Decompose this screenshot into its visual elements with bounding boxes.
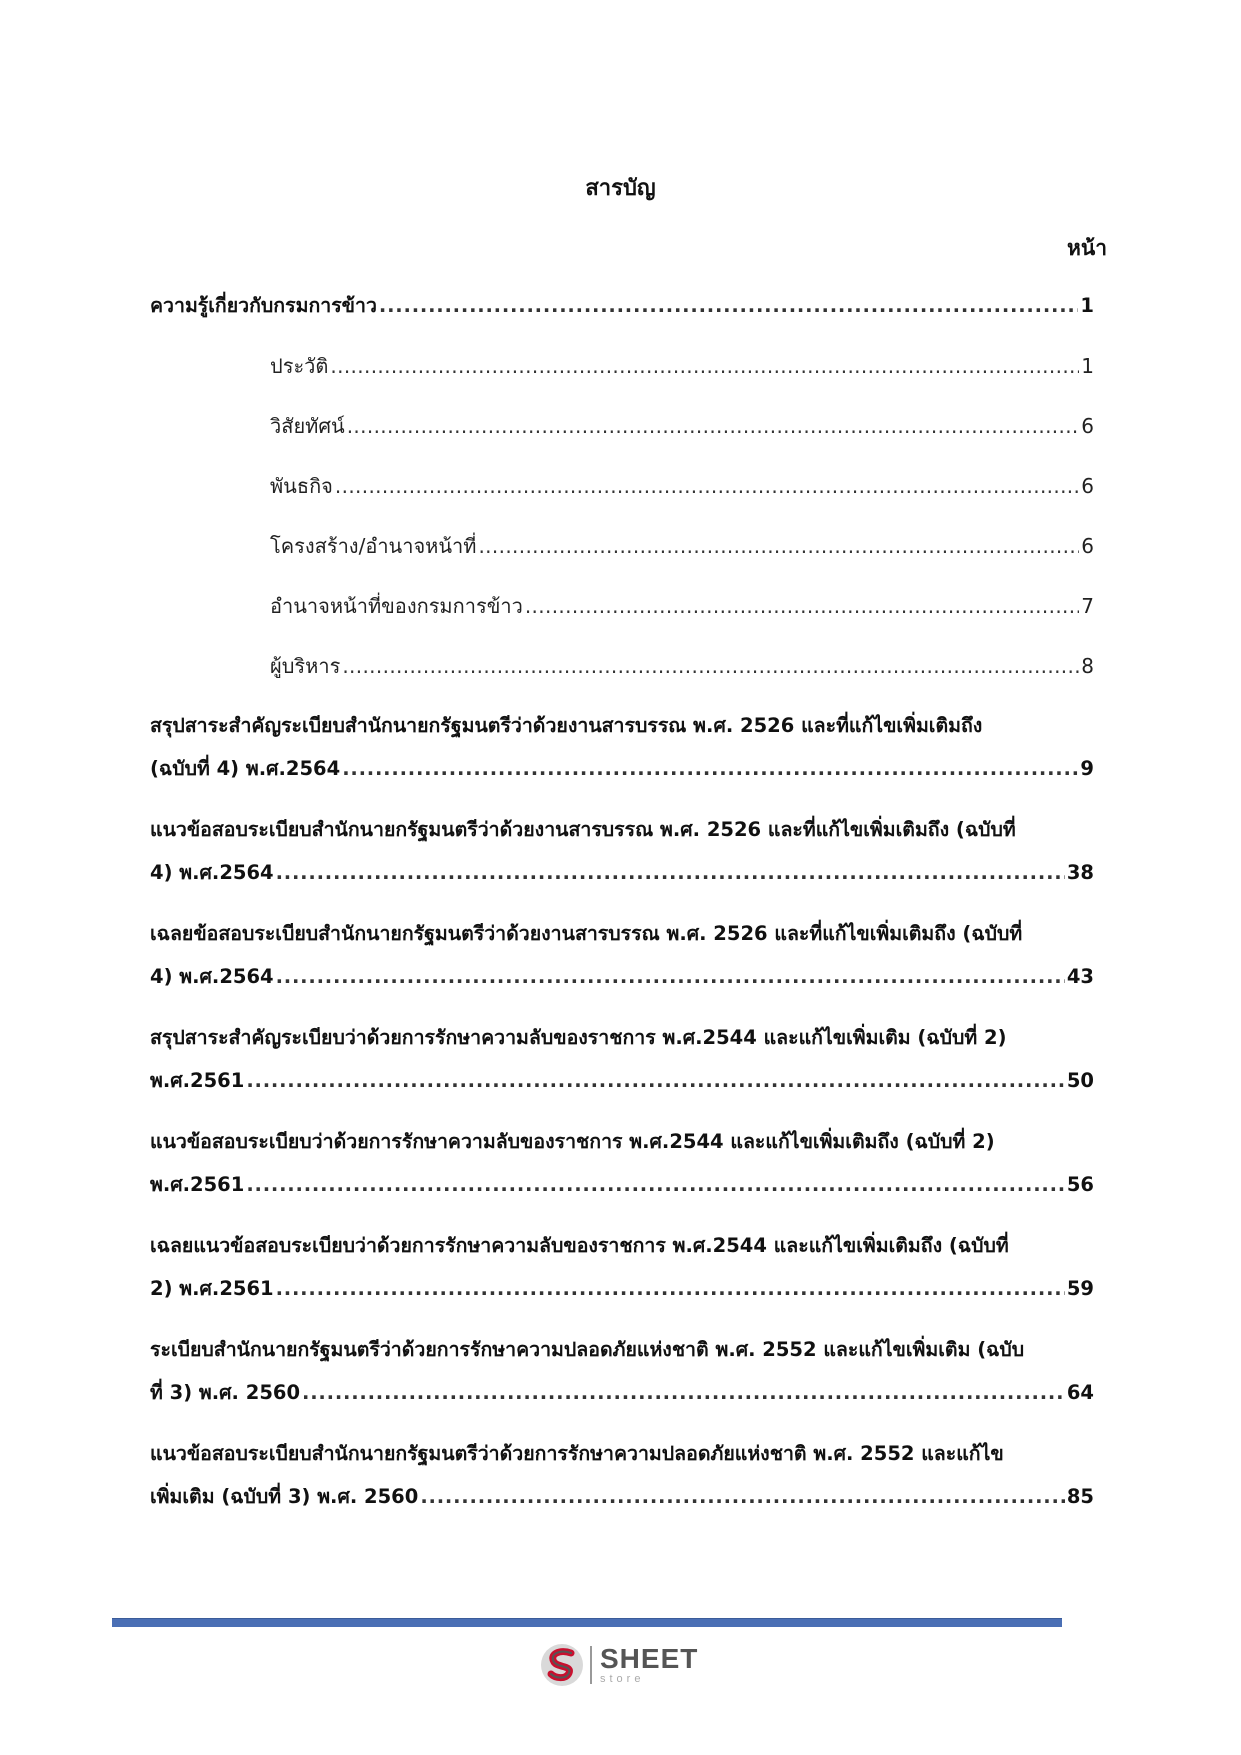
toc-entry-text-line1: เฉลยแนวข้อสอบระเบียบว่าด้วยการรักษาความลับของราชการ พ.ศ.2544 และแก้ไขเพิ่มเติมถึง (ฉบับที่ xyxy=(150,1234,1009,1257)
dot-leader xyxy=(478,534,1079,558)
toc-entry-text-line2: ที่ 3) พ.ศ. 2560 xyxy=(150,1381,301,1404)
toc-entry-text: ผู้บริหาร xyxy=(270,654,341,678)
toc-entry-text: วิสัยทัศน์ xyxy=(270,414,345,438)
toc-entry-text: โครงสร้าง/อำนาจหน้าที่ xyxy=(270,534,477,558)
dot-leader xyxy=(276,861,1065,884)
toc-page-number: 1 xyxy=(1081,354,1094,378)
toc-entry-text-line1: สรุปสาระสำคัญระเบียบว่าด้วยการรักษาความลับของราชการ พ.ศ.2544 และแก้ไขเพิ่มเติม (ฉบับที่ 2) xyxy=(150,1026,1007,1049)
footer-rule xyxy=(112,1618,1062,1627)
toc-page-number: 38 xyxy=(1066,861,1094,884)
toc-sub-entry[interactable] xyxy=(150,470,1094,530)
dot-leader xyxy=(302,1381,1065,1404)
dot-leader xyxy=(330,354,1079,378)
toc-main-entry[interactable] xyxy=(150,290,1094,350)
toc-entry-text: พันธกิจ xyxy=(270,474,333,498)
dot-leader xyxy=(342,757,1078,780)
toc-entry-text-line2: พ.ศ.2561 xyxy=(150,1173,245,1196)
toc-page-number: 6 xyxy=(1081,414,1094,438)
toc-entry-text-line1: แนวข้อสอบระเบียบสำนักนายกรัฐมนตรีว่าด้วยการรักษาความปลอดภัยแห่งชาติ พ.ศ. 2552 และแก้ไข xyxy=(150,1442,1004,1465)
dot-leader xyxy=(276,1277,1065,1300)
toc-entry-text-line2: 2) พ.ศ.2561 xyxy=(150,1277,274,1300)
toc-sub-entry[interactable] xyxy=(150,530,1094,590)
dot-leader xyxy=(347,414,1080,438)
toc-page-number: 8 xyxy=(1081,654,1094,678)
toc-entry-text: ความรู้เกี่ยวกับกรมการข้าว xyxy=(150,294,377,317)
toc-page-number: 43 xyxy=(1066,965,1094,988)
toc-entry-text-line1: เฉลยข้อสอบระเบียบสำนักนายกรัฐมนตรีว่าด้วยงานสารบรรณ พ.ศ. 2526 และที่แก้ไขเพิ่มเติมถึง (ฉบับที่ xyxy=(150,922,1023,945)
toc-page-number: 9 xyxy=(1080,757,1094,780)
toc-page-number: 6 xyxy=(1081,474,1094,498)
toc-entry-text-line2: เพิ่มเติม (ฉบับที่ 3) พ.ศ. 2560 xyxy=(150,1485,419,1508)
toc-page-number: 50 xyxy=(1066,1069,1094,1092)
dot-leader xyxy=(379,294,1079,317)
toc-entry-text-line1: แนวข้อสอบระเบียบสำนักนายกรัฐมนตรีว่าด้วยงานสารบรรณ พ.ศ. 2526 และที่แก้ไขเพิ่มเติมถึง (ฉบับที่ xyxy=(150,818,1016,841)
toc-sub-entry[interactable] xyxy=(150,350,1094,410)
toc-section-entry[interactable] xyxy=(150,1438,1094,1542)
dot-leader xyxy=(342,654,1079,678)
toc-entry-text-line2: พ.ศ.2561 xyxy=(150,1069,245,1092)
toc-section-entry[interactable] xyxy=(150,1334,1094,1438)
toc-page-number: 1 xyxy=(1080,294,1094,317)
dot-leader xyxy=(276,965,1065,988)
toc-entry-text: อำนาจหน้าที่ของกรมการข้าว xyxy=(270,594,523,618)
toc-section-entry[interactable] xyxy=(150,1022,1094,1126)
dot-leader xyxy=(246,1173,1065,1196)
dot-leader xyxy=(420,1485,1065,1508)
toc-sub-entry[interactable] xyxy=(150,590,1094,650)
toc-sub-entry[interactable] xyxy=(150,410,1094,470)
toc-page-number: 85 xyxy=(1066,1485,1094,1508)
sheet-store-s-icon xyxy=(538,1641,586,1689)
toc-page-number: 64 xyxy=(1066,1381,1094,1404)
toc-sub-entry[interactable] xyxy=(150,650,1094,710)
toc-section-entry[interactable] xyxy=(150,710,1094,814)
toc-section-entry[interactable] xyxy=(150,918,1094,1022)
toc-page-number: 56 xyxy=(1066,1173,1094,1196)
logo-sub: store xyxy=(600,1673,645,1685)
toc-section-entry[interactable] xyxy=(150,814,1094,918)
dot-leader xyxy=(335,474,1079,498)
dot-leader xyxy=(246,1069,1065,1092)
logo-word: SHEET xyxy=(600,1643,699,1674)
toc-section-entry[interactable] xyxy=(150,1126,1094,1230)
toc-page-number: 59 xyxy=(1066,1277,1094,1300)
sheet-store-logo xyxy=(538,1640,708,1690)
page-column-label: หน้า xyxy=(1067,236,1107,260)
table-of-contents xyxy=(150,290,1094,1542)
dot-leader xyxy=(525,594,1079,618)
page-title: สารบัญ xyxy=(585,176,656,201)
toc-entry-text-line1: แนวข้อสอบระเบียบว่าด้วยการรักษาความลับของราชการ พ.ศ.2544 และแก้ไขเพิ่มเติมถึง (ฉบับที่ 2) xyxy=(150,1130,995,1153)
toc-entry-text-line2: (ฉบับที่ 4) พ.ศ.2564 xyxy=(150,757,341,780)
toc-section-entry[interactable] xyxy=(150,1230,1094,1334)
toc-entry-text-line2: 4) พ.ศ.2564 xyxy=(150,861,274,884)
toc-page-number: 6 xyxy=(1081,534,1094,558)
toc-entry-text-line1: สรุปสาระสำคัญระเบียบสำนักนายกรัฐมนตรีว่าด้วยงานสารบรรณ พ.ศ. 2526 และที่แก้ไขเพิ่มเติมถึง xyxy=(150,714,983,737)
toc-page-number: 7 xyxy=(1081,594,1094,618)
toc-entry-text-line1: ระเบียบสำนักนายกรัฐมนตรีว่าด้วยการรักษาความปลอดภัยแห่งชาติ พ.ศ. 2552 และแก้ไขเพิ่มเติม (ฉบับ xyxy=(150,1338,1025,1361)
toc-entry-text: ประวัติ xyxy=(270,354,329,378)
logo-separator xyxy=(590,1646,592,1684)
toc-entry-text-line2: 4) พ.ศ.2564 xyxy=(150,965,274,988)
